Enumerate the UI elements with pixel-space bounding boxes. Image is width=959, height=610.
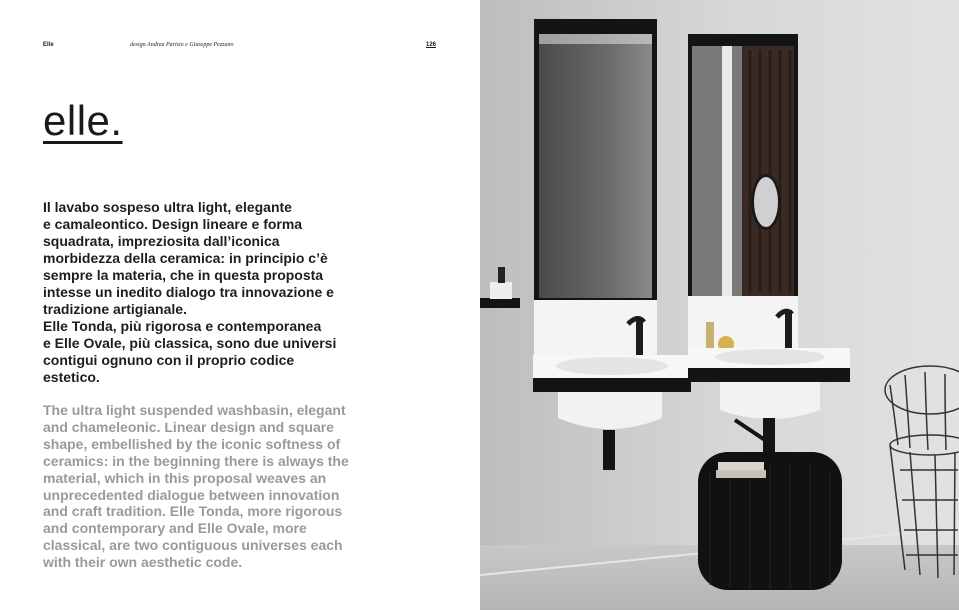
description-italian: Il lavabo sospeso ultra light, elegante e camaleontico. Design lineare e forma squadrata, impreziosita dall’iconica morbidezza della ceramica: in principio c’è sempre la materia, che in questa proposta intesse un inedito dialogo tra innovazione e tradizione artigianale. Elle Tonda, più rigorosa e contemporanea e Elle Ovale, più classica, sono due universi contigui ognuno con il proprio codice estetico. (43, 199, 337, 385)
product-photo (480, 0, 959, 610)
page-title: elle. (43, 97, 123, 144)
page-number: 126 (425, 42, 436, 48)
header-designer-credit: design Andrea Parisio e Giuseppe Pezzano (130, 42, 234, 48)
header-collection-name: Elle (43, 42, 54, 48)
bathroom-scene-illustration (480, 0, 959, 610)
description-english: The ultra light suspended washbasin, elegant and chameleonic. Linear design and square shape, embellished by the iconic softness of ceramics: in the beginning there is always the material, which in this proposal weaves an unprecedented dialogue between innovation and craft tradition. Elle Tonda, more rigorous and contemporary and Elle Ovale, more classical, are two contiguous universes each with their own aesthetic code. (43, 402, 349, 571)
page-header (43, 42, 436, 54)
